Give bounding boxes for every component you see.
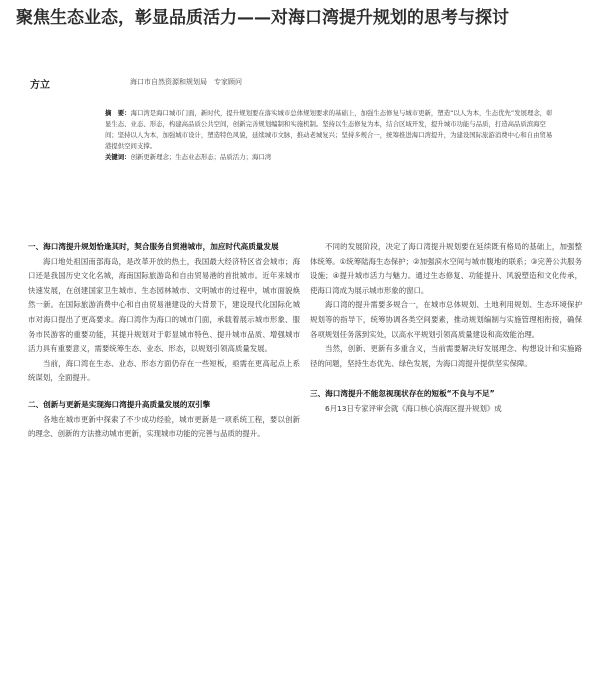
author-name: 方立 (30, 80, 50, 91)
keywords-text: 创新更新理念；生态业态形态；品质活力；海口湾 (130, 153, 272, 161)
byline (30, 76, 570, 90)
right-column (310, 240, 582, 670)
paragraph: 各地在城市更新中探索了不少成功经验，城市更新是一项系统工程，要以创新的理念、创新的方法推动城市更新，实现城市功能的完善与品质的提升。 (28, 414, 300, 439)
section-heading-3: 三、海口湾提升不能忽视现状存在的短板“不良与不足” (310, 389, 495, 399)
section-heading-1: 一、海口湾提升规划恰逢其时，契合服务自贸港城市，加应时代高质量发展 (28, 242, 279, 251)
author-affiliation: 海口市自然资源和规划局 专家顾问 (130, 78, 242, 86)
abstract-label: 摘 要： (105, 109, 131, 117)
left-column (28, 240, 300, 670)
paragraph: 海口地处祖国南部海岛，是改革开放的热土，我国最大经济特区省会城市；海口还是我国历史文化名城，海南国际旅游岛和自由贸易港的首批城市。近年来城市快速发展，在创建国家卫生城市、生态园林城市、文明城市的过程中，城市面貌焕然一新。在国际旅游消费中心和自由贸易港建设的大背景下，建设现代化国际化城市对海口提出了更高要求。海口湾作为海口的城市门面，承载着展示城市形象、服务市民游客的重要功能，其提升规划对于彰显城市特色、提升城市品质、增强城市活力具有重要意义，需要统筹生态、业态、形态，以规划引领高质量发展。 (28, 256, 300, 354)
section-heading-2: 二、创新与更新是实现海口湾提升高质量发展的双引擎 (28, 399, 211, 409)
article-title: 聚焦生态业态，彰显品质活力——对海口湾提升规划的思考与探讨 (16, 8, 509, 28)
abstract (105, 108, 555, 218)
paragraph: 海口湾的提升需要多规合一，在城市总体规划、土地利用规划、生态环境保护规划等的指导下，统筹协调各类空间要素，推动规划编制与实施管理相衔接，确保各项规划任务落到实处，以高水平规划引领高质量建设和高效能治理。 (310, 300, 582, 339)
keywords-label: 关键词： (105, 153, 131, 161)
paragraph: 6月13日专家评审会就《海口核心滨海区提升规划》成 (325, 403, 502, 413)
paragraph: 不同的发展阶段，决定了海口湾提升规划要在延续既有格局的基础上，加强整体统筹。①统筹陆海生态保护；②加强滨水空间与城市腹地的联系；③完善公共服务设施；④提升城市活力与魅力。通过生态修复、功能提升、风貌塑造和文化传承，使海口湾成为展示城市形象的窗口。 (310, 242, 582, 295)
paragraph: 当前，海口湾在生态、业态、形态方面仍存在一些短板，亟需在更高起点上系统谋划，全面提升。 (28, 358, 300, 383)
abstract-text: 海口湾是海口城市门面，新时代，提升规划要在落实城市总体规划要求的基础上，加强生态修复与城市更新，塑造“以人为本，生态优先”发展理念，彰显生态、业态、形态，构建高品质公共空间，创新完善规划编制和实施机制。坚持以生态修复为本，结合区域开发，提升城市功能与品质，打造高品质滨海空间；坚持以人为本，加强城市设计，塑造特色风貌，延续城市文脉，推动老城复兴；坚持多规合一，统筹推进海口湾提升，为建设国际旅游消费中心和自由贸易港提供空间支撑。 (105, 109, 553, 150)
paragraph: 当然，创新、更新有多重含义，当前需要解决好发展理念、构想设计和实施路径的问题，坚持生态优先、绿色发展，为海口湾提升提供坚实保障。 (310, 344, 582, 368)
